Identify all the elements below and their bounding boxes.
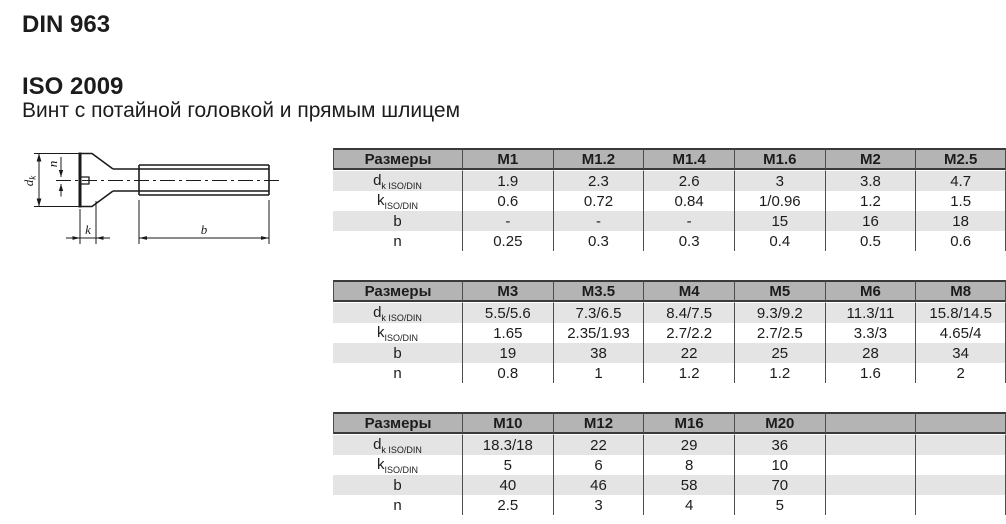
dimension-value: 1.6 [825, 363, 916, 383]
size-column-header: Размеры [333, 148, 462, 170]
dimension-value: 1.65 [462, 323, 553, 343]
row-label [333, 323, 462, 343]
dimension-value: 3.8 [825, 170, 916, 191]
row-label [333, 231, 462, 251]
size-column-header: Размеры [333, 280, 462, 302]
row-label [333, 170, 462, 191]
column-header: M1.4 [643, 148, 734, 170]
row-label-subscript: ISO/DIN [384, 332, 418, 343]
dimension-value: 18 [915, 211, 1006, 231]
row-label [333, 191, 462, 211]
dimension-value: 70 [734, 475, 825, 495]
dimension-value: 10 [734, 455, 825, 475]
dimension-value: 1/0.96 [734, 191, 825, 211]
dimension-value [825, 455, 916, 475]
row-label-base: n [393, 364, 402, 382]
row-label-base: b [393, 212, 402, 230]
row-label-subscript: k ISO/DIN [381, 180, 422, 191]
dimension-value [825, 495, 916, 515]
row-label-base: d [373, 171, 382, 189]
dimension-value: 25 [734, 343, 825, 363]
row-label-base: b [393, 344, 402, 362]
standard-iso: ISO 2009 [22, 73, 124, 100]
dimension-value: 6 [553, 455, 644, 475]
column-header [825, 412, 916, 434]
dimension-lines [34, 154, 269, 245]
dimension-value: 18.3/18 [462, 434, 553, 455]
dimension-value: 1.2 [734, 363, 825, 383]
dimension-value: 0.8 [462, 363, 553, 383]
dimension-value: 15 [734, 211, 825, 231]
dimension-value [915, 434, 1006, 455]
dimension-value: 4 [643, 495, 734, 515]
dimension-value: 4.7 [915, 170, 1006, 191]
dimension-value: 9.3/9.2 [734, 302, 825, 323]
dimension-value: 1.2 [825, 191, 916, 211]
row-label-subscript: ISO/DIN [384, 464, 418, 475]
column-header: M20 [734, 412, 825, 434]
row-label-base: d [373, 303, 382, 321]
dimension-value: 1.2 [643, 363, 734, 383]
dimension-value: 15.8/14.5 [915, 302, 1006, 323]
column-header: M1 [462, 148, 553, 170]
dimension-value: 2.7/2.2 [643, 323, 734, 343]
dimension-value: 2.6 [643, 170, 734, 191]
column-header: M2.5 [915, 148, 1006, 170]
dimension-value: 0.4 [734, 231, 825, 251]
dimension-value: 2.3 [553, 170, 644, 191]
row-label-base: b [393, 476, 402, 494]
dimension-value: 8.4/7.5 [643, 302, 734, 323]
dimension-value: 5 [462, 455, 553, 475]
dimension-value: 3 [734, 170, 825, 191]
column-header [915, 412, 1006, 434]
column-header: M1.6 [734, 148, 825, 170]
page-subtitle: Винт с потайной головкой и прямым шлицем [22, 99, 461, 122]
column-header: M3 [462, 280, 553, 302]
row-label-base: k [376, 323, 385, 341]
row-label-base: n [393, 232, 402, 250]
screw-outline [80, 154, 269, 207]
row-label-subscript: k ISO/DIN [381, 312, 422, 323]
column-header: M4 [643, 280, 734, 302]
dimension-value: 0.5 [825, 231, 916, 251]
dimension-value: 19 [462, 343, 553, 363]
screw-drawing [0, 0, 330, 260]
row-label [333, 495, 462, 515]
dimension-value: - [462, 211, 553, 231]
dimension-value: 1 [553, 363, 644, 383]
column-header: M8 [915, 280, 1006, 302]
dimension-value [915, 475, 1006, 495]
column-header: M3.5 [553, 280, 644, 302]
dimensions-table-large [333, 412, 1006, 515]
column-header: M10 [462, 412, 553, 434]
dimension-value: 34 [915, 343, 1006, 363]
row-label [333, 211, 462, 231]
row-label-base: d [373, 435, 382, 453]
dimension-value: 5.5/5.6 [462, 302, 553, 323]
dimension-value: 0.72 [553, 191, 644, 211]
dimension-value [915, 455, 1006, 475]
row-label [333, 455, 462, 475]
column-header: M12 [553, 412, 644, 434]
dimension-value: 3 [553, 495, 644, 515]
dimension-value: - [553, 211, 644, 231]
dimension-value: 0.3 [553, 231, 644, 251]
row-label-base: n [393, 496, 402, 514]
row-label [333, 343, 462, 363]
dimension-value: 2.7/2.5 [734, 323, 825, 343]
row-label-subscript: k ISO/DIN [381, 444, 422, 455]
column-header: M2 [825, 148, 916, 170]
dimension-value: 0.25 [462, 231, 553, 251]
dimension-value: 22 [643, 343, 734, 363]
dimension-value: 22 [553, 434, 644, 455]
b-dimension-label: b [200, 222, 208, 237]
dimension-value: 0.6 [462, 191, 553, 211]
row-label [333, 475, 462, 495]
dimension-value: 1.5 [915, 191, 1006, 211]
dimension-value [915, 495, 1006, 515]
row-label [333, 302, 462, 323]
dimension-value: 38 [553, 343, 644, 363]
dimension-value: 29 [643, 434, 734, 455]
standard-din: DIN 963 [22, 11, 111, 38]
dimension-value: 46 [553, 475, 644, 495]
size-column-header: Размеры [333, 412, 462, 434]
dimensions-table-small [333, 148, 1006, 251]
row-label-subscript: ISO/DIN [384, 200, 418, 211]
dimension-value: 0.84 [643, 191, 734, 211]
dimension-value: 5 [734, 495, 825, 515]
dimension-value: 36 [734, 434, 825, 455]
dimension-value: 28 [825, 343, 916, 363]
dimension-value: 2.35/1.93 [553, 323, 644, 343]
k-dimension-label: k [85, 222, 91, 237]
column-header: M5 [734, 280, 825, 302]
dimensions-table-medium [333, 280, 1006, 383]
dimension-value: 11.3/11 [825, 302, 916, 323]
dimension-value: 2 [915, 363, 1006, 383]
row-label [333, 434, 462, 455]
dimension-value: 16 [825, 211, 916, 231]
row-label-base: k [376, 455, 385, 473]
dk-dimension-label: dk [21, 175, 38, 187]
dimension-arrows [37, 154, 269, 240]
dimension-value: - [643, 211, 734, 231]
row-label-base: k [376, 191, 385, 209]
dimension-value [825, 475, 916, 495]
n-dimension-label: n [45, 160, 60, 168]
dimension-value: 7.3/6.5 [553, 302, 644, 323]
dimension-value: 40 [462, 475, 553, 495]
row-label [333, 363, 462, 383]
dimension-value: 4.65/4 [915, 323, 1006, 343]
column-header: M1.2 [553, 148, 644, 170]
dimension-value: 0.6 [915, 231, 1006, 251]
dimension-value: 8 [643, 455, 734, 475]
dimension-value: 1.9 [462, 170, 553, 191]
dimension-value: 3.3/3 [825, 323, 916, 343]
dimension-value: 2.5 [462, 495, 553, 515]
column-header: M16 [643, 412, 734, 434]
dimension-value: 58 [643, 475, 734, 495]
dimension-value: 0.3 [643, 231, 734, 251]
column-header: M6 [825, 280, 916, 302]
dimension-value [825, 434, 916, 455]
